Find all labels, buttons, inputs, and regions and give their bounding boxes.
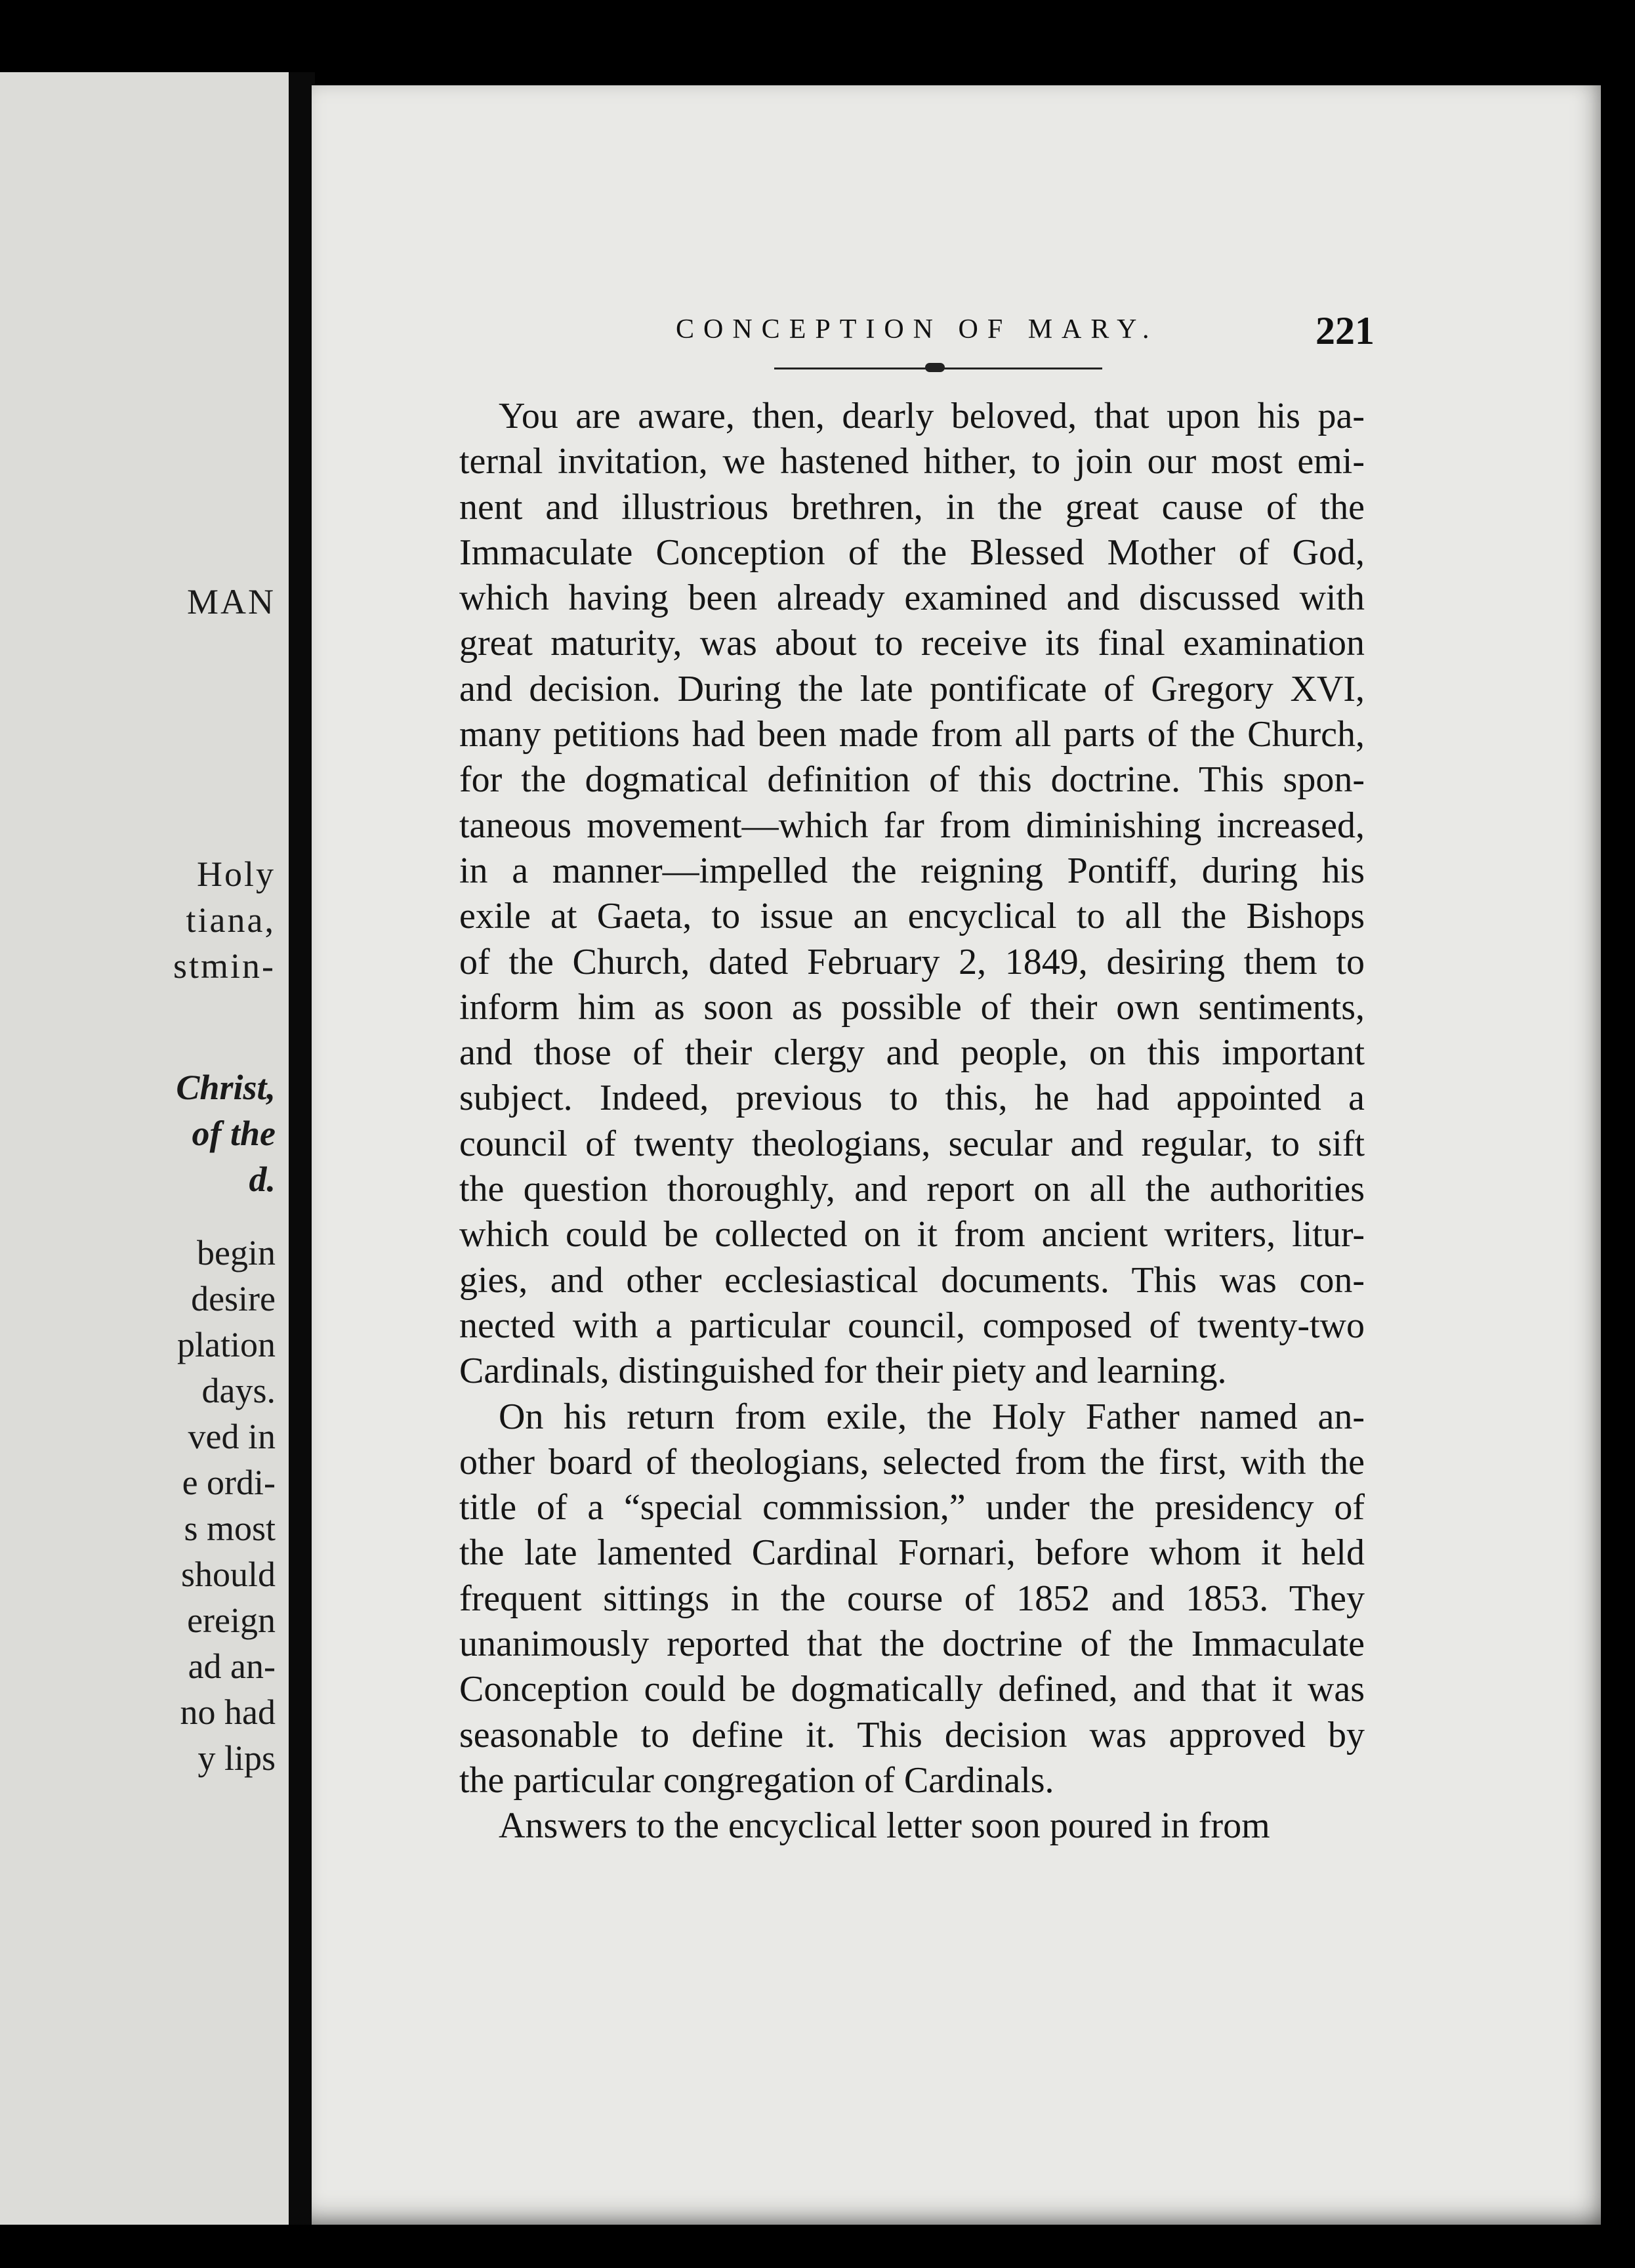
- left-line: of the: [192, 1114, 276, 1153]
- text-line: Answers to the encyclical letter soon poured in from: [499, 1805, 1270, 1847]
- text-line: the question thoroughly, and report on all the authorities: [459, 1169, 1365, 1210]
- text-line: of the Church, dated February 2, 1849, desiring them to: [459, 941, 1365, 982]
- left-line: begin: [197, 1233, 276, 1272]
- text-line: exile at Gaeta, to issue an encyclical to all the Bishops: [459, 896, 1365, 937]
- scan-right-border: [1601, 85, 1635, 2268]
- book-gutter: [289, 72, 315, 2238]
- text-line: Cardinals, distinguished for their piety and learning.: [459, 1351, 1227, 1392]
- left-line: stmin-: [173, 946, 276, 986]
- text-line: title of a “special commission,” under the presidency of: [459, 1487, 1365, 1528]
- left-line: MAN: [186, 582, 276, 621]
- text-line: frequent sittings in the course of 1852 and 1853. They: [459, 1578, 1365, 1619]
- left-line: desire: [191, 1279, 276, 1318]
- text-line: gies, and other ecclesiastical documents. This was con-: [459, 1259, 1365, 1301]
- running-title: CONCEPTION OF MARY.: [676, 314, 1159, 345]
- header-rule-ornament: [925, 363, 945, 372]
- left-line: e ordi-: [182, 1463, 276, 1502]
- left-line: tiana,: [186, 900, 276, 940]
- text-line: other board of theologians, selected from the first, with the: [459, 1441, 1365, 1482]
- left-line: d.: [249, 1160, 276, 1199]
- left-line: no had: [180, 1692, 276, 1732]
- text-line: nent and illustrious brethren, in the great cause of the: [459, 486, 1365, 528]
- text-line: On his return from exile, the Holy Father named an-: [499, 1396, 1365, 1437]
- text-line: and those of their clergy and people, on this important: [459, 1032, 1365, 1074]
- text-line: for the dogmatical definition of this doctrine. This spon-: [459, 759, 1365, 801]
- text-line: subject. Indeed, previous to this, he had appointed a: [459, 1078, 1365, 1119]
- text-line: the late lamented Cardinal Fornari, before whom it held: [459, 1532, 1365, 1574]
- left-line: Christ,: [176, 1068, 276, 1107]
- text-line: the particular congregation of Cardinals.: [459, 1759, 1054, 1801]
- text-line: in a manner—impelled the reigning Pontiff, during his: [459, 850, 1365, 891]
- body-text: [459, 394, 1365, 1849]
- left-page-fragment: [0, 72, 289, 2238]
- text-line: nected with a particular council, composed of twenty-two: [459, 1305, 1365, 1346]
- left-line: s most: [184, 1509, 276, 1548]
- left-line: ereign: [187, 1601, 276, 1640]
- left-line: days.: [201, 1371, 276, 1410]
- left-line: plation: [177, 1325, 276, 1364]
- text-line: Immaculate Conception of the Blessed Mother of God,: [459, 532, 1365, 573]
- text-line: ternal invitation, we hastened hither, to join our most emi-: [459, 441, 1365, 482]
- text-line: taneous movement—which far from diminishing increased,: [459, 805, 1365, 846]
- text-line: council of twenty theologians, secular and regular, to sift: [459, 1123, 1365, 1164]
- text-line: unanimously reported that the doctrine of the Immaculate: [459, 1624, 1365, 1665]
- page-number: 221: [1315, 309, 1375, 352]
- text-line: inform him as soon as possible of their own sentiments,: [459, 986, 1365, 1028]
- left-line: ad an-: [188, 1647, 276, 1686]
- left-line: Holy: [197, 854, 276, 894]
- scan-bottom-border: [0, 2225, 1635, 2268]
- text-line: seasonable to define it. This decision was approved by: [459, 1714, 1365, 1755]
- scan-top-border: [0, 0, 1635, 79]
- text-line: great maturity, was about to receive its final examination: [459, 623, 1365, 664]
- text-line: which having been already examined and discussed with: [459, 578, 1365, 619]
- text-line: and decision. During the late pontificate of Gregory XVI,: [459, 668, 1365, 709]
- text-line: You are aware, then, dearly beloved, that upon his pa-: [499, 396, 1365, 436]
- text-line: which could be collected on it from ancient writers, litur-: [459, 1214, 1365, 1255]
- text-line: Conception could be dogmatically defined, and that it was: [459, 1669, 1365, 1710]
- left-line: y lips: [197, 1738, 276, 1778]
- left-line: should: [180, 1555, 276, 1594]
- left-line: ved in: [188, 1417, 276, 1456]
- text-line: many petitions had been made from all parts of the Church,: [459, 714, 1365, 755]
